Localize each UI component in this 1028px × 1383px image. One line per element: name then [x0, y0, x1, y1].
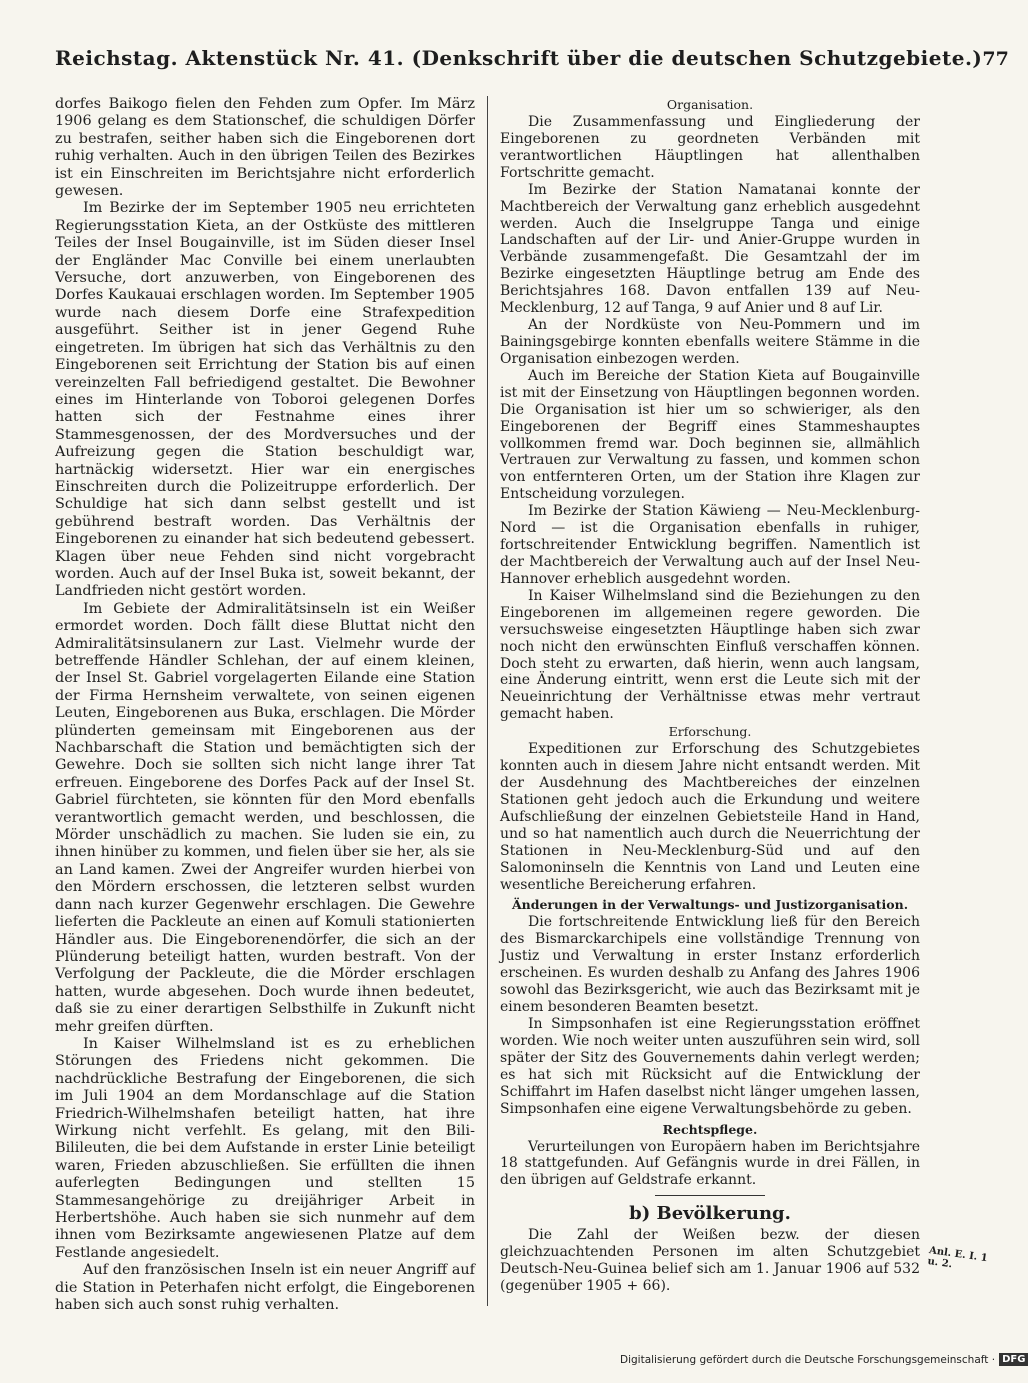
section-heading-organisation: Organisation.	[666, 97, 754, 112]
paragraph: In Simpsonhafen ist eine Regierungsstation eröffnet worden. Wie noch weiter unten auszuführen sein wird, soll später der Sitz des Gouvernements dahin verlegt werden; es hat sich mit Rücksicht auf die Entwicklung der Schiffahrt im Hafen daselbst nicht länger umgehen lassen, Simpsonhafen eine eigene Verwaltungsbehörde zu geben.	[500, 1016, 920, 1117]
section-heading-bevoelkerung: b) Bevölkerung.	[629, 1203, 791, 1225]
page-header	[55, 46, 1009, 82]
paragraph: Verurteilungen von Europäern haben im Berichtsjahre 18 stattgefunden. Auf Gefängnis wurde in drei Fällen, in den übrigen auf Geldstrafe erkannt.	[500, 1138, 920, 1189]
page-number: 77	[982, 48, 1009, 70]
paragraph: Expeditionen zur Erforschung des Schutzgebietes konnten auch in diesem Jahre nicht entsandt werden. Mit der Ausdehnung des Machtbereiches der einzelnen Stationen geht jedoch auch die Erkundung und weitere Aufschließung der einzelnen Gebietsteile Hand in Hand, und so hat namentlich auch durch die Neuerrichtung der Stationen in Neu-Mecklenburg-Süd und auf den Salomoninseln die Kenntnis von Land und Leuten eine wesentliche Bereicherung erfahren.	[500, 741, 920, 893]
left-column	[55, 96, 475, 1314]
dfg-logo: DFG	[999, 1353, 1028, 1366]
paragraph: Die fortschreitende Entwicklung ließ für den Bereich des Bismarckarchipels eine vollständige Trennung von Justiz und Verwaltung in erster Instanz erforderlich erscheinen. Es wurden deshalb zu Anfang des Jahres 1906 sowohl das Bezirksgericht, wie auch das Bezirksamt mit je einem besonderen Beamten besetzt.	[500, 914, 920, 1016]
paragraph: Die Zusammenfassung und Eingliederung der Eingeborenen zu geordneten Verbänden mit verantwortlichen Häuptlingen hat allenthalben Fortschritte gemacht.	[500, 114, 920, 181]
paragraph: An der Nordküste von Neu-Pommern und im Bainingsgebirge konnten ebenfalls weitere Stämme in die Organisation einbezogen werden.	[500, 317, 920, 367]
running-title: Reichstag. Aktenstück Nr. 41. (Denkschrift über die deutschen Schutzgebiete.)	[55, 46, 983, 70]
paragraph: In Kaiser Wilhelmsland sind die Beziehungen zu den Eingeborenen im allgemeinen regere geworden. Die versuchsweise eingesetzten Häuptlinge haben sich zwar noch nicht den erwünschten Einfluß verschaffen können. Doch steht zu erwarten, daß hierin, wenn auch langsam, eine Änderung eintritt, wenn erst die Leute sich mit der Neueinrichtung der Verhältnisse etwas mehr vertraut gemacht haben.	[500, 587, 920, 723]
footer-credit: Digitalisierung gefördert durch die Deutsche Forschungsgemeinschaft ·	[620, 1353, 996, 1366]
section-heading-erforschung: Erforschung.	[668, 724, 752, 740]
right-column	[500, 96, 920, 1295]
section-separator	[655, 1195, 765, 1196]
paragraph: dorfes Baikogo fielen den Fehden zum Opfer. Im März 1906 gelang es dem Stationschef, die schuldigen Dörfer zu bestrafen, seither haben sich die Eingeborenen dort ruhig verhalten. Auch in den übrigen Teilen des Bezirkes ist ein Einschreiten im Berichtsjahre nicht erforderlich gewesen.	[55, 96, 475, 200]
paragraph: Im Bezirke der im September 1905 neu errichteten Regierungsstation Kieta, an der Ostküste des mittleren Teiles der Insel Bougainville, ist im Süden dieser Insel der Engländer Mac Conville bei einem unerlaubten Versuche, dort anzuwerben, von Eingeborenen des Dorfes Kaukauai erschlagen worden. Im September 1905 wurde nach diesem Dorfe eine Strafexpedition ausgeführt. Seither ist in jener Gegend Ruhe eingetreten. Im übrigen hat sich das Verhältnis zu den Eingeborenen seit Errichtung der Station bis auf einen vereinzelten Fall befriedigend gestaltet. Die Bewohner eines im Hinterlande von Toboroi gelegenen Dorfes hatten sich der Festnahme eines ihrer Stammesgenossen, der des Mordversuches und der Aufreizung gegen die Station beschuldigt war, hartnäckig widersetzt. Hier war ein energisches Einschreiten durch die Polizeitruppe erforderlich. Der Schuldige hat sich dann selbst gestellt und ist gebührend bestraft worden. Das Verhältnis der Eingeborenen zu einander hat sich bedeutend gebessert. Klagen über neue Fehden sind nicht vorgebracht worden. Auch auf der Insel Buka ist, soweit bekannt, der Landfrieden nicht gestört worden.	[55, 200, 475, 600]
column-divider	[487, 96, 488, 1306]
paragraph: Im Gebiete der Admiralitätsinseln ist ein Weißer ermordet worden. Doch fällt diese Bluttat nicht den Admiralitätsinsulanern zur Last. Vielmehr wurde der betreffende Händler Schlehan, der auf einem kleinen, der Insel St. Gabriel vorgelagerten Eilande eine Station der Firma Hernsheim verwaltete, von seinen eigenen Leuten, Eingeborenen aus Buka, erschlagen. Die Mörder plünderten gemeinsam mit Eingeborenen aus der Nachbarschaft die Station und bemächtigten sich der Gewehre. Doch sie sollten sich nicht lange ihrer Tat erfreuen. Eingeborene des Dorfes Pack auf der Insel St. Gabriel fürchteten, sie könnten für den Mord ebenfalls verantwortlich gemacht werden, und beschlossen, die Mörder unschädlich zu machen. Sie luden sie ein, zu ihnen hinüber zu kommen, und fielen über sie her, als sie an Land kamen. Zwei der Angreifer wurden hierbei von den Mördern erschossen, die letzteren selbst wurden dann nach kurzer Gegenwehr erschlagen. Die Gewehre lieferten die Packleute an einen auf Komuli stationierten Händler aus. Die Eingeborenendörfer, die sich an der Plünderung beteiligt hatten, wurden bestraft. Von der Verfolgung der Packleute, die die Mörder erschlagen hatten, wurde abgesehen. Doch wurde ihnen bedeutet, daß sie zu einer derartigen Selbsthilfe in Zukunft nicht mehr greifen dürften.	[55, 600, 475, 1035]
margin-note: Anl. E. I. 1 u. 2.	[926, 1245, 989, 1271]
paragraph: Die Zahl der Weißen bezw. der diesen gleichzuachtenden Personen im alten Schutzgebiet Deutsch-Neu-Guinea belief sich am 1. Januar 1906 auf 532 (gegenüber 1905 + 66).	[500, 1227, 920, 1294]
paragraph: In Kaiser Wilhelmsland ist es zu erheblichen Störungen des Friedens nicht gekommen. Die nachdrückliche Bestrafung der Eingeborenen, die sich im Juli 1904 an dem Mordanschlage auf die Station Friedrich-Wilhelmshafen beteiligt hatten, hat ihre Wirkung nicht verfehlt. Es gelang, mit den Bili-Bilileuten, die bei dem Aufstande in erster Linie beteiligt waren, Frieden abzuschließen. Sie erfüllten die ihnen auferlegten Bedingungen und stellten 15 Stammesangehörige zu dreijähriger Arbeit in Herbertshöhe. Auch haben sie sich nunmehr auf dem ihnen vom Bezirksamte angewiesenen Platze auf dem Festlande angesiedelt.	[55, 1035, 475, 1261]
paragraph: Im Bezirke der Station Namatanai konnte der Machtbereich der Verwaltung ganz erheblich ausgedehnt werden. Auch die Inselgruppe Tanga und einige Landschaften auf der Lir- und Anier-Gruppe wurden in Verbände zusammengefaßt. Die Gesamtzahl der im Bezirke eingesetzten Häuptlinge betrug am Ende des Berichtsjahres 168. Davon entfallen 139 auf Neu-Mecklenburg, 12 auf Tanga, 9 auf Anier und 8 auf Lir.	[500, 181, 920, 317]
footer	[620, 1353, 1028, 1366]
paragraph: Auf den französischen Inseln ist ein neuer Angriff auf die Station in Peterhafen nicht erfolgt, die Eingeborenen haben sich auch sonst ruhig verhalten.	[55, 1262, 475, 1314]
paragraph: Im Bezirke der Station Käwieng — Neu-Mecklenburg-Nord — ist die Organisation ebenfalls in ruhiger, fortschreitender Entwicklung begriffen. Namentlich ist der Machtbereich der Verwaltung auch auf der Insel Neu-Hannover erheblich ausgedehnt worden.	[500, 503, 920, 587]
section-heading-rechtspflege: Rechtspflege.	[662, 1121, 758, 1137]
paragraph: Auch im Bereiche der Station Kieta auf Bougainville ist mit der Einsetzung von Häuptlingen begonnen worden. Die Organisation ist hier um so schwieriger, als den Eingeborenen der Begriff eines Stammeshauptes vollkommen fremd war. Doch beginnen sie, allmählich Vertrauen zur Verwaltung zu fassen, und kommen schon von entfernteren Orten, um der Station ihre Klagen zur Entscheidung vorzulegen.	[500, 367, 920, 503]
section-heading-aenderungen: Änderungen in der Verwaltungs- und Justizorganisation.	[511, 897, 909, 913]
